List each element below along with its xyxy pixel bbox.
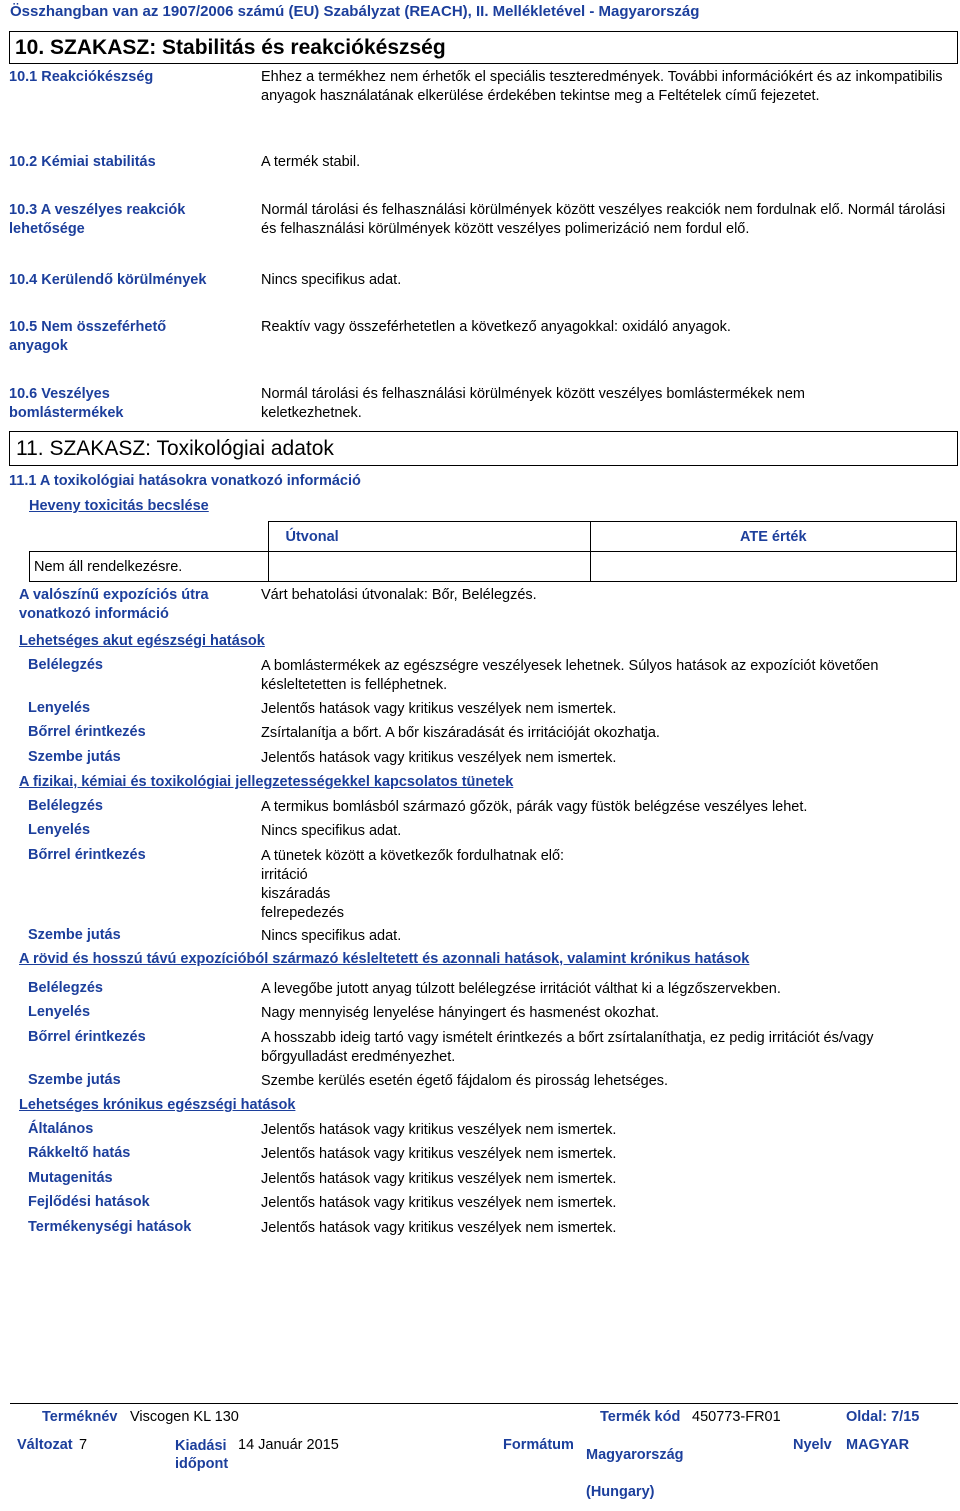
chronic-carcinogenicity-value: Jelentős hatások vagy kritikus veszélyek nem ismertek.	[261, 1146, 617, 1162]
item-10-2-value: A termék stabil.	[261, 154, 361, 170]
delayed-effects-heading: A rövid és hosszú távú expozícióból származó késleltetett és azonnali hatások, valamint krónikus hatások	[19, 951, 750, 967]
symptoms-skin-line: felrepedezés	[261, 905, 345, 921]
item-10-1-value: Ehhez a termékhez nem érhetők el speciális teszteredmények. További információkért és az inkompatibilis anyagok használatának elkerülése érdekében tekintse meg a Feltételek című fejezetet.	[261, 69, 943, 104]
footer-product-code: 450773-FR01	[692, 1409, 781, 1425]
item-10-3-value: Normál tárolási és felhasználási körülmények között veszélyes reakciók nem fordulnak elő. Normál tárolási és felhasználási körülmények között veszélyes polimerizáció nem fordul elő.	[261, 202, 946, 237]
symptoms-eye-label: Szembe jutás	[28, 927, 121, 943]
section-11-title: 11. SZAKASZ: Toxikológiai adatok	[9, 431, 958, 466]
chronic-effects-heading: Lehetséges krónikus egészségi hatások	[19, 1097, 296, 1113]
item-10-3-label: 10.3 A veszélyes reakciók lehetősége	[9, 202, 186, 237]
chronic-fertility-label: Termékenységi hatások	[28, 1219, 192, 1235]
symptoms-inhalation-value: A termikus bomlásból származó gőzök, párák vagy füstök belégzése veszélyes lehet.	[261, 799, 808, 815]
footer-divider	[10, 1403, 958, 1404]
chronic-mutagenicity-value: Jelentős hatások vagy kritikus veszélyek nem ismertek.	[261, 1171, 617, 1187]
item-10-6-value: Normál tárolási és felhasználási körülmények között veszélyes bomlástermékek nem keletkezhetnek.	[261, 386, 805, 421]
item-10-4-value: Nincs specifikus adat.	[261, 272, 402, 288]
symptoms-skin-label: Bőrrel érintkezés	[28, 847, 146, 863]
chronic-developmental-label: Fejlődési hatások	[28, 1194, 150, 1210]
footer-product-name-label: Terméknév	[42, 1409, 118, 1425]
footer-language-label: Nyelv	[793, 1437, 832, 1453]
exposure-label: A valószínű expozíciós útra vonatkozó információ	[19, 587, 209, 622]
chronic-general-label: Általános	[28, 1121, 94, 1137]
subsection-11-1-title: 11.1 A toxikológiai hatásokra vonatkozó információ	[9, 473, 361, 489]
ate-row-label: Nem áll rendelkezésre.	[30, 552, 269, 582]
acute-skin-label: Bőrrel érintkezés	[28, 724, 146, 740]
item-10-1-label: 10.1 Reakciókészség	[9, 69, 154, 85]
acute-eye-label: Szembe jutás	[28, 749, 121, 765]
acute-toxicity-heading: Heveny toxicitás becslése	[29, 498, 209, 514]
chronic-general-value: Jelentős hatások vagy kritikus veszélyek nem ismertek.	[261, 1122, 617, 1138]
symptoms-heading: A fizikai, kémiai és toxikológiai jellegzetességekkel kapcsolatos tünetek	[19, 774, 514, 790]
footer-product-code-label: Termék kód	[600, 1409, 681, 1425]
footer-product-name: Viscogen KL 130	[130, 1409, 239, 1425]
acute-effects-heading: Lehetséges akut egészségi hatások	[19, 633, 265, 649]
acute-ingestion-value: Jelentős hatások vagy kritikus veszélyek nem ismertek.	[261, 701, 617, 717]
delayed-ingestion-value: Nagy mennyiség lenyelése hányingert és hasmenést okozhat.	[261, 1005, 660, 1021]
footer-format: Magyarország (Hungary)	[586, 1447, 684, 1500]
delayed-inhalation-value: A levegőbe jutott anyag túlzott belélegzése irritációt válthat ki a légzőszervekben.	[261, 981, 781, 997]
item-10-2-label: 10.2 Kémiai stabilitás	[9, 154, 156, 170]
footer-format-label: Formátum	[503, 1437, 574, 1453]
symptoms-inhalation-label: Belélegzés	[28, 798, 103, 814]
symptoms-ingestion-value: Nincs specifikus adat.	[261, 823, 402, 839]
footer-version: 7	[79, 1437, 88, 1453]
footer-language: MAGYAR	[846, 1437, 910, 1453]
ate-col-value: ATE érték	[590, 522, 957, 552]
chronic-mutagenicity-label: Mutagenitás	[28, 1170, 113, 1186]
acute-inhalation-label: Belélegzés	[28, 657, 103, 673]
acute-eye-value: Jelentős hatások vagy kritikus veszélyek nem ismertek.	[261, 750, 617, 766]
chronic-fertility-value: Jelentős hatások vagy kritikus veszélyek nem ismertek.	[261, 1220, 617, 1236]
ate-col-route: Útvonal	[268, 522, 590, 552]
chronic-carcinogenicity-label: Rákkeltő hatás	[28, 1145, 131, 1161]
acute-skin-value: Zsírtalanítja a bőrt. A bőr kiszáradását és irritációját okozhatja.	[261, 725, 660, 741]
delayed-eye-value: Szembe kerülés esetén égető fájdalom és pirosság lehetséges.	[261, 1073, 669, 1089]
item-10-6-label: 10.6 Veszélyes bomlástermékek	[9, 386, 124, 421]
symptoms-skin-line: A tünetek között a következők fordulhatnak elő:	[261, 848, 565, 864]
chronic-developmental-value: Jelentős hatások vagy kritikus veszélyek nem ismertek.	[261, 1195, 617, 1211]
exposure-value: Várt behatolási útvonalak: Bőr, Belélegzés.	[261, 587, 537, 603]
section-10-title: 10. SZAKASZ: Stabilitás és reakciókészség	[9, 31, 958, 64]
ate-table	[29, 521, 957, 582]
footer-issue-date: 14 Január 2015	[238, 1437, 339, 1453]
item-10-5-label: 10.5 Nem összeférhető anyagok	[9, 319, 167, 354]
delayed-eye-label: Szembe jutás	[28, 1072, 121, 1088]
symptoms-eye-value: Nincs specifikus adat.	[261, 928, 402, 944]
page-header: Összhangban van az 1907/2006 számú (EU) Szabályzat (REACH), II. Mellékletével - Magyarország	[10, 3, 700, 20]
symptoms-ingestion-label: Lenyelés	[28, 822, 91, 838]
acute-ingestion-label: Lenyelés	[28, 700, 91, 716]
symptoms-skin-line: kiszáradás	[261, 886, 331, 902]
delayed-skin-label: Bőrrel érintkezés	[28, 1029, 146, 1045]
footer-issue-label: Kiadási időpont	[175, 1438, 229, 1472]
acute-inhalation-value: A bomlástermékek az egészségre veszélyesek lehetnek. Súlyos hatások az expozíciót követően késleltetetten is felléphetnek.	[261, 658, 879, 693]
item-10-4-label: 10.4 Kerülendő körülmények	[9, 272, 207, 288]
footer-page-number: Oldal: 7/15	[846, 1409, 920, 1425]
delayed-inhalation-label: Belélegzés	[28, 980, 103, 996]
delayed-skin-value: A hosszabb ideig tartó vagy ismételt érintkezés a bőrt zsírtalaníthatja, ez pedig irritációt és/vagy bőrgyulladást eredményezhet.	[261, 1030, 874, 1065]
delayed-ingestion-label: Lenyelés	[28, 1004, 91, 1020]
symptoms-skin-value	[261, 847, 951, 923]
item-10-5-value: Reaktív vagy összeférhetetlen a következő anyagokkal: oxidáló anyagok.	[261, 319, 731, 335]
footer-version-label: Változat	[17, 1437, 73, 1453]
symptoms-skin-line: irritáció	[261, 867, 308, 883]
